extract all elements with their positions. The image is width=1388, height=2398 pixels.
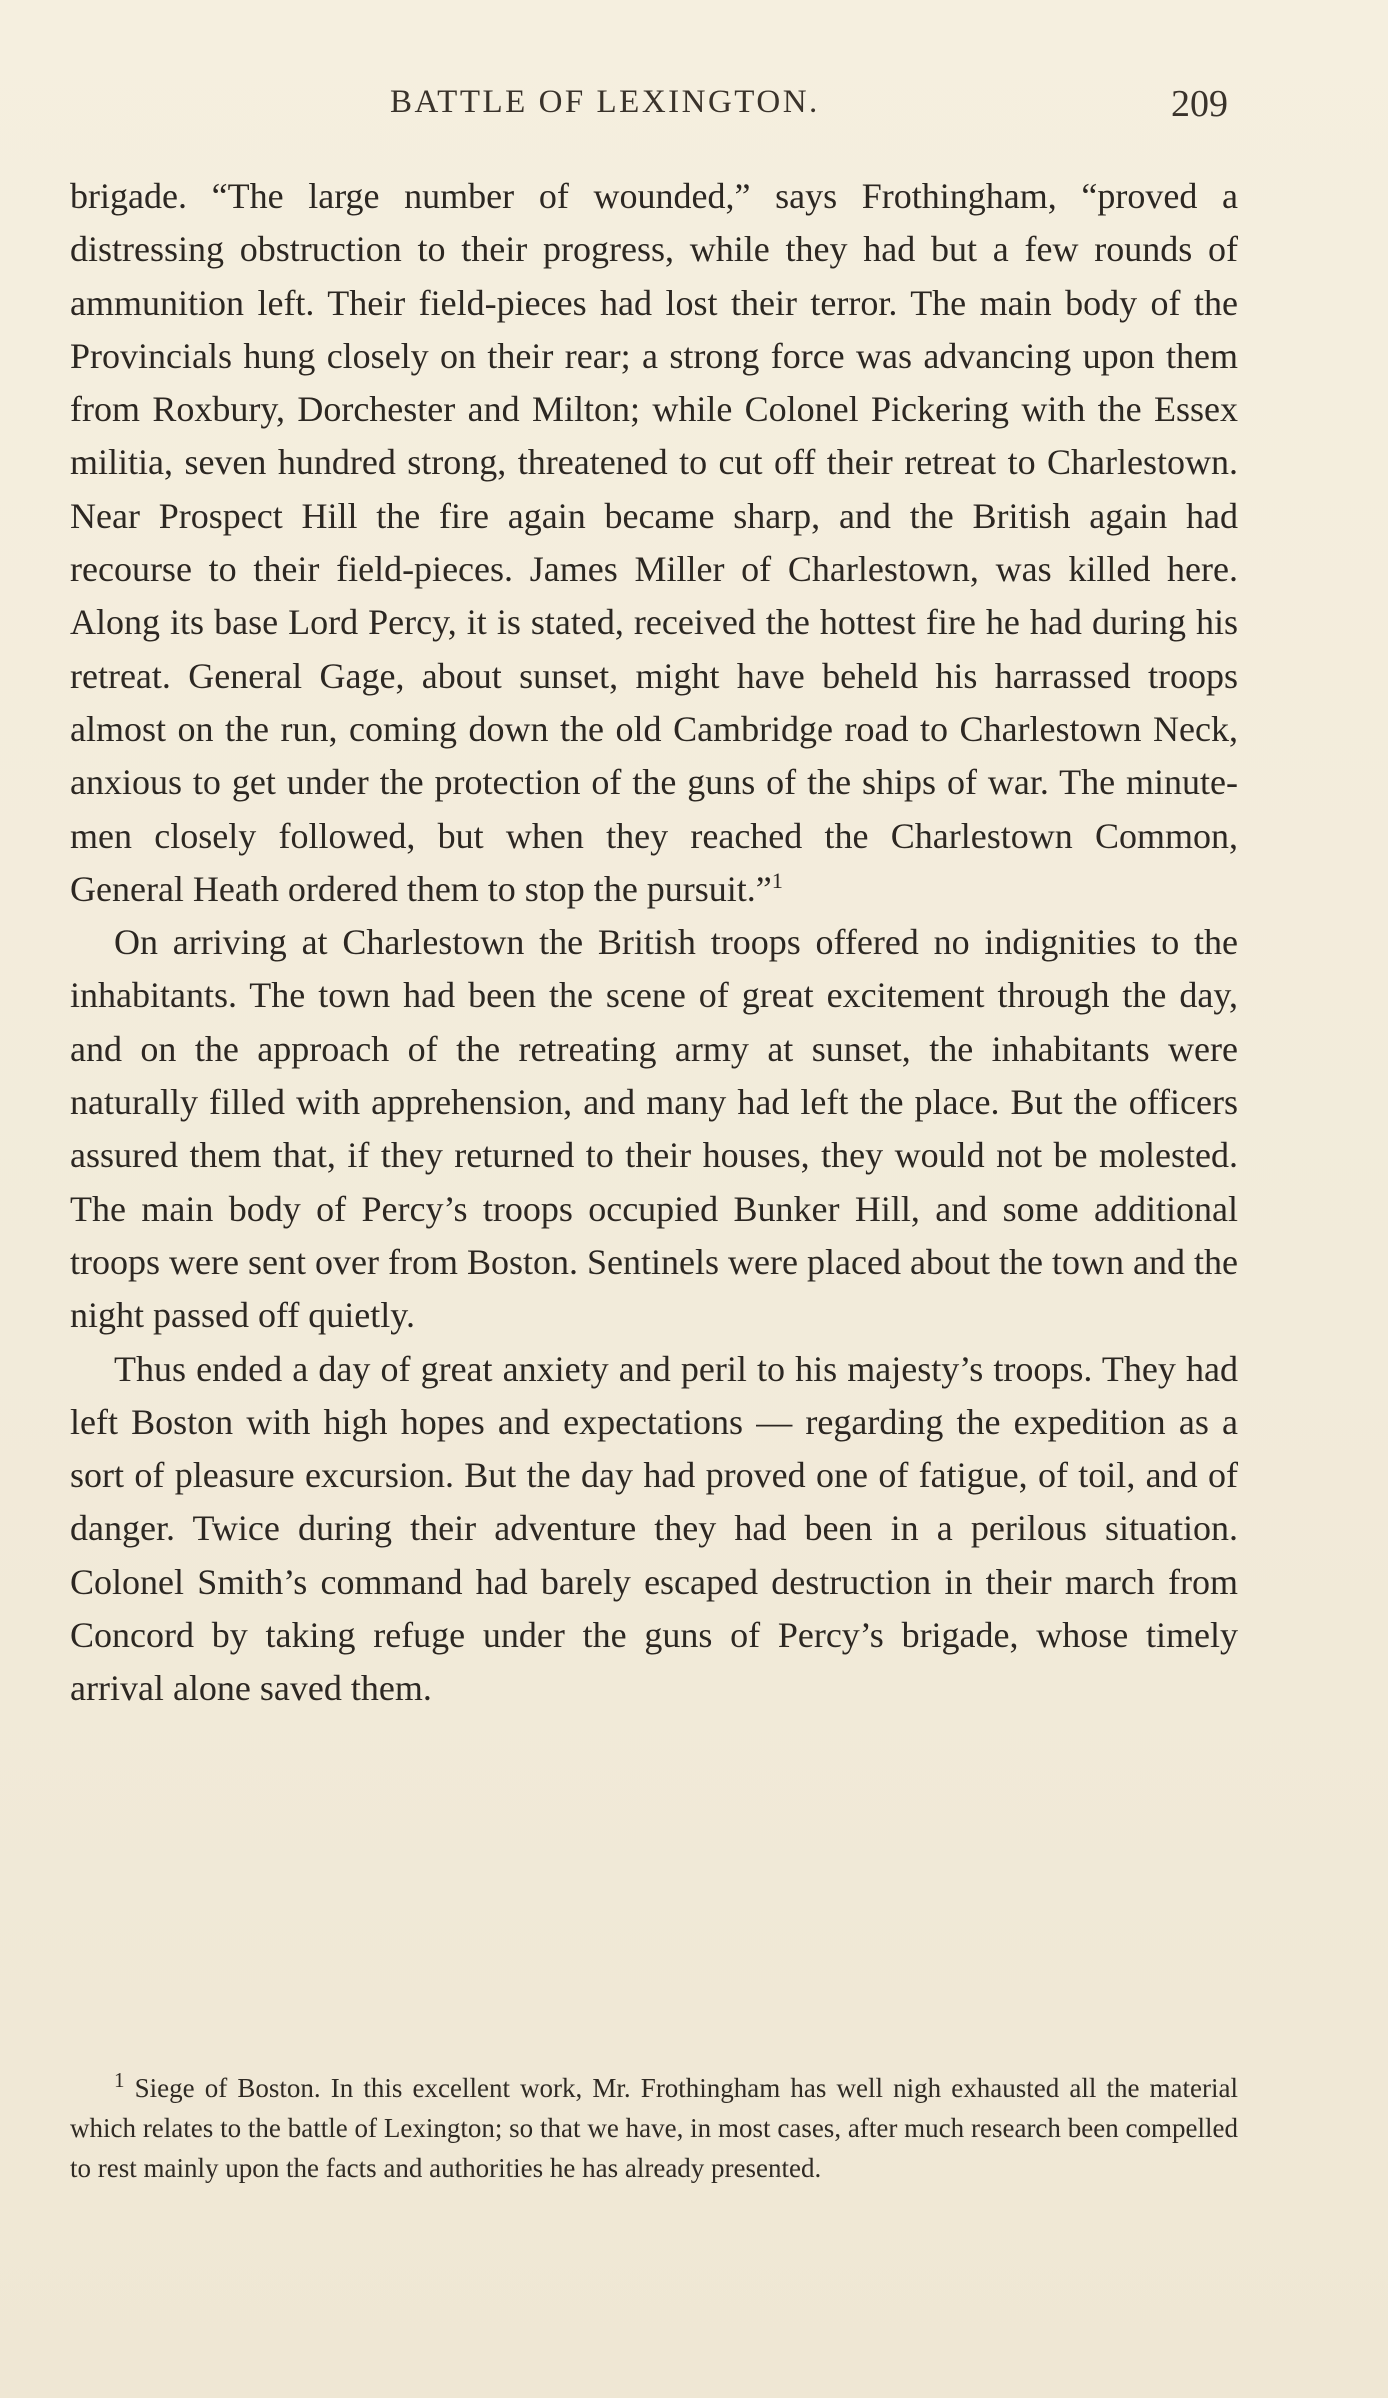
footnote-text: Siege of Boston. In this excellent work, Mr. Frothingham has well nigh exhausted all the material which relates to the battle of Lexington; so that we have, in most cases, after much research been compelled to rest mainly upon the facts and authorities he has already presented. [70, 2073, 1238, 2183]
body-text [70, 170, 1238, 1716]
running-head [70, 84, 1228, 134]
paragraph-1-text: brigade. “The large number of wounded,” says Frothingham, “proved a distressing obstruction to their progress, while they had but a few rounds of ammunition left. Their field-pieces had lost their terror. The main body of the Provincials hung closely on their rear; a strong force was advancing upon them from Roxbury, Dorchester and Milton; while Colonel Pickering with the Essex militia, seven hundred strong, threatened to cut off their retreat to Charlestown. Near Prospect Hill the fire again became sharp, and the British again had recourse to their field-pieces. James Miller of Charlestown, was killed here. Along its base Lord Percy, it is stated, received the hottest fire he had during his retreat. General Gage, about sunset, might have beheld his harrassed troops almost on the run, coming down the old Cambridge road to Charlestown Neck, anxious to get under the protection of the guns of the ships of war. The minute-men closely followed, but when they reached the Charlestown Common, General Heath ordered them to stop the pursuit.” [70, 176, 1238, 909]
paragraph-1 [70, 170, 1238, 916]
running-title: BATTLE OF LEXINGTON. [390, 84, 820, 120]
paragraph-3: Thus ended a day of great anxiety and peril to his majesty’s troops. They had left Boston with high hopes and expectations — regarding the expedition as a sort of pleasure excursion. But the day had proved one of fatigue, of toil, and of danger. Twice during their adventure they had been in a perilous situation. Colonel Smith’s command had barely escaped destruction in their march from Concord by taking refuge under the guns of Percy’s brigade, whose timely arrival alone saved them. [70, 1348, 1238, 1709]
paragraph-2: On arriving at Charlestown the British troops offered no indignities to the inhabitants. The town had been the scene of great excitement through the day, and on the approach of the retreating army at sunset, the inhabitants were naturally filled with apprehension, and many had left the place. But the officers assured them that, if they returned to their houses, they would not be molested. The main body of Percy’s troops occupied Bunker Hill, and some additional troops were sent over from Boston. Sentinels were placed about the town and the night passed off quietly. [70, 922, 1238, 1336]
footnote [70, 2068, 1238, 2188]
footnote-reference: 1 [771, 867, 783, 893]
page-number: 209 [1171, 83, 1228, 125]
footnote-marker: 1 [114, 2068, 125, 2092]
